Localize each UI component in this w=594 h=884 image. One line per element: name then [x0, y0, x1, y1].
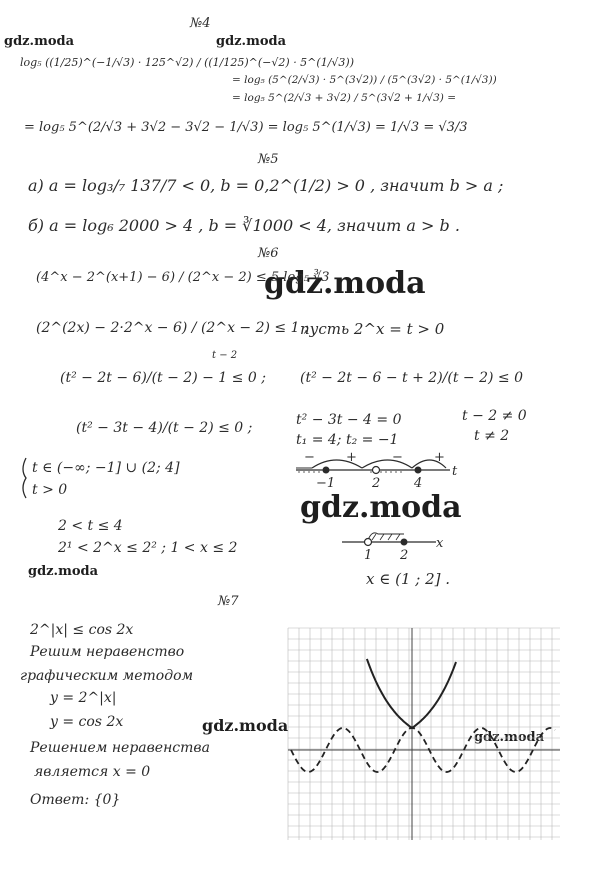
problem-7-answer: Ответ: {0} [30, 792, 121, 808]
problem-6-answer: x ∈ (1 ; 2] . [366, 570, 451, 588]
axis2-label-one: 1 [364, 548, 373, 563]
problem-6-roots: t₁ = 4; t₂ = −1 [296, 432, 399, 448]
axis2-label-two: 2 [400, 548, 409, 563]
problem-6-step-1: (2^(2x) − 2·2^x − 6) / (2^x − 2) ≤ 1 ; [36, 320, 309, 336]
problem-6-roots-equation: t² − 3t − 4 = 0 [296, 412, 402, 428]
problem-7-inequality: 2^|x| ≤ cos 2x [30, 622, 134, 638]
axis-label-t: t [452, 464, 458, 479]
problem-7-text-3: Решением неравенства [30, 740, 210, 756]
problem-4-label: №4 [190, 16, 211, 31]
problem-5-part-b: б) a = log₆ 2000 > 4 , b = ∛1000 < 4, значит a > b . [28, 216, 460, 235]
problem-6-inequality: (4^x − 2^(x+1) − 6) / (2^x − 2) ≤ 5 log₅ ∛3 [36, 270, 330, 285]
problem-7-text-1: Решим неравенство [30, 644, 185, 660]
problem-6-step-3: (t² − 2t − 6 − t + 2)/(t − 2) ≤ 0 [300, 370, 524, 386]
watermark: gdz.moda [216, 34, 287, 49]
system-line-1: t ∈ (−∞; −1] ∪ (2; 4] [32, 460, 180, 476]
sign-minus-left: − [304, 450, 315, 465]
problem-6-condition-2: t ≠ 2 [474, 428, 510, 444]
sign-minus: − [392, 450, 403, 465]
problem-6-condition-1: t − 2 ≠ 0 [462, 408, 527, 424]
problem-4-expression: log₅ ((1/25)^(−1/√3) · 125^√2) / ((1/125)^(−√2) · 5^(1/√3)) [20, 56, 354, 69]
problem-5-label: №5 [258, 152, 279, 167]
sign-plus-right: + [434, 450, 445, 465]
graph-grid [288, 628, 560, 840]
problem-6-step-2: (t² − 2t − 6)/(t − 2) − 1 ≤ 0 ; [60, 370, 266, 386]
watermark: gdz.moda [202, 716, 289, 735]
problem-6-substitution: пусть 2^x = t > 0 [300, 320, 445, 338]
watermark: gdz.moda [4, 34, 75, 49]
axis-label-two: 2 [372, 476, 381, 491]
exp-curve [367, 659, 456, 728]
problem-6-label: №6 [258, 246, 279, 261]
problem-4-step-2: = log₅ 5^(2/√3 + 3√2) / 5^(3√2 + 1/√3) = [232, 92, 457, 104]
axis-label-four: 4 [414, 476, 423, 491]
problem-7-text-4: является x = 0 [34, 764, 151, 780]
problem-6-step-4: (t² − 3t − 4)/(t − 2) ≤ 0 ; [76, 420, 253, 436]
watermark: gdz.moda [300, 490, 462, 525]
problem-4-result: = log₅ 5^(2/√3 + 3√2 − 3√2 − 1/√3) = log₅ 5^(1/√3) = 1/√3 = √3/3 [24, 120, 468, 135]
system-line-2: t > 0 [32, 482, 68, 498]
problem-6-range-x: 2¹ < 2^x ≤ 2² ; 1 < x ≤ 2 [58, 540, 238, 556]
problem-6-step-2-note: t − 2 [212, 350, 238, 361]
problem-4-step-1: = log₅ (5^(2/√3) · 5^(3√2)) / (5^(3√2) · 5^(1/√3)) [232, 74, 497, 86]
sign-plus: + [346, 450, 357, 465]
problem-7-function-2: y = cos 2x [50, 714, 124, 730]
watermark: gdz.moda [28, 564, 99, 579]
problem-7-function-1: y = 2^|x| [50, 690, 117, 706]
axis2-label-x: x [436, 536, 444, 551]
problem-5-part-a: а) a = log₃/₇ 137/7 < 0, b = 0,2^(1/2) > 0 , значит b > a ; [28, 176, 504, 195]
watermark: gdz.moda [264, 266, 426, 301]
axis-label-minus-one: −1 [316, 476, 336, 491]
watermark: gdz.moda [474, 730, 545, 745]
problem-6-range-t: 2 < t ≤ 4 [58, 518, 123, 534]
problem-7-label: №7 [218, 594, 239, 609]
problem-7-text-2: графическим методом [20, 668, 194, 684]
